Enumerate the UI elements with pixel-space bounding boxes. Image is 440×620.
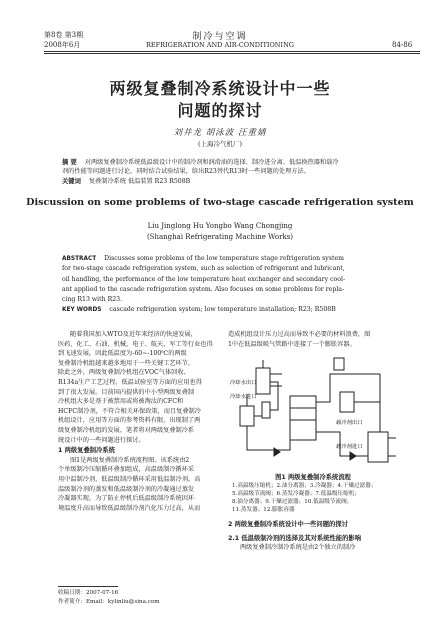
section-2-1-heading: 2.1 低温级制冷剂的选择及其对系统性能的影响 xyxy=(228,534,361,542)
title-line-1: 两级复叠制冷系统设计中一些 xyxy=(109,79,331,98)
body-line: 境温度升高而导致低温级制冷剂汽化压力过高，从而 xyxy=(58,504,201,512)
header-rule xyxy=(44,51,420,52)
figure-label-cooling-water-out: 冷却水出口 xyxy=(230,380,257,386)
section-1-heading: 1 两级复叠制冷系统 xyxy=(58,447,115,455)
authors-en: Liu Jinglong Hu Yongbo Wang Chongjing xyxy=(147,222,293,230)
abstract-cn-line: 剂的性能等问题进行讨论，同时结合试验结果，给出R23替代R13时一些问题的处理方法。 xyxy=(62,168,310,176)
body-line: 两级复叠制冷制冷系统是由2个独立的制冷 xyxy=(240,544,356,552)
body-line: 随着我国加入WTO及近年来经济的快速发展， xyxy=(70,331,197,338)
received-date: 收稿日期：2007-07-16 xyxy=(58,590,119,596)
high-stage-compressor xyxy=(240,406,254,426)
authors-cn: 刘井龙 胡泳波 汪重婧 xyxy=(173,128,267,138)
abstract-cn-label: 摘 要 xyxy=(62,159,77,166)
abstract-en-line: cing R13 with R23. xyxy=(62,296,123,304)
evaporator xyxy=(368,432,388,462)
figure-legend xyxy=(232,482,398,514)
body-line: 1中在低温级吸气管路中连接了一个膨胀容器。 xyxy=(228,340,356,348)
legend-line: 11.蒸发器；12.膨胀容器 xyxy=(232,507,295,513)
author-email: 作者简介：Email：kylinliu@sina.com xyxy=(58,599,160,605)
body-line: HCFC制冷剂，不符合相关环保政策，而且复叠制冷 xyxy=(58,407,201,415)
body-line: 复叠制冷机组越来越多地用于一些关键工艺环节， xyxy=(58,359,195,367)
keywords-en-label: KEY WORDS xyxy=(62,307,102,314)
legend-line: 5.高温级节流阀；6.蒸发冷凝器；7.低温级压缩机； xyxy=(232,491,360,497)
body-line: 温级制冷剂的蒸发和低温级制冷剂的冷凝通过蒸发 xyxy=(58,485,195,493)
oil-separator xyxy=(262,402,270,418)
keywords-cn: 复叠制冷系统 低温装置 R23 R508B xyxy=(88,177,191,185)
abstract-en-label: ABSTRACT xyxy=(62,256,97,262)
abstract-en-line: ant applied to the cascade refrigeration system. Also focuses on some problems for repla- xyxy=(62,285,345,293)
figure-caption: 图1 两级复叠制冷系统流程 xyxy=(275,474,351,481)
figure-label-coolant-in: 载冷剂进口 xyxy=(336,444,363,450)
body-line: 统设计中的一些问题进行探讨。 xyxy=(58,436,145,444)
body-line: 机组设计，应用等方面的参考资料有限，出现制了两 xyxy=(58,417,201,425)
affiliation-cn: (上海冷气机厂) xyxy=(197,140,243,148)
journal-name-en: REFRIGERATION AND AIR-CONDITIONING xyxy=(146,41,294,49)
header-rule-2 xyxy=(44,53,420,54)
evaporative-condenser xyxy=(290,396,316,440)
abstract-en-line: oil handling, the performance of the low temperature heat exchanger and secondary cool- xyxy=(62,275,346,283)
body-line: 用中温制冷剂，低温级制冷循环采用低温制冷剂。高 xyxy=(58,475,201,483)
keywords-cn-label: 关键词 xyxy=(62,177,81,185)
section-2-heading: 2 两级复叠制冷系统设计中一些问题的探讨 xyxy=(228,521,348,528)
affiliation-en: (Shanghai Refrigerating Machine Works) xyxy=(146,233,294,241)
section-2 xyxy=(228,520,398,553)
footnote-rule xyxy=(58,586,118,587)
abstract-cn xyxy=(62,158,382,186)
issue-line: 第8卷 第3期 xyxy=(44,31,84,39)
figure-label-coolant-out: 载冷剂出口 xyxy=(336,420,363,426)
body-line: 个单级制冷压缩循环叠加组成，高温级制冷循环采 xyxy=(58,466,195,474)
system-flow-diagram xyxy=(230,352,398,470)
body-line: 图1是两级复叠制冷系统流程图。该系统由2 xyxy=(70,456,190,464)
keywords-en: cascade refrigeration system; low temperature installation; R23; R508B xyxy=(109,306,336,314)
body-line: 冷机组大多是基于被禁用或将被淘汰的CFC和 xyxy=(58,398,184,406)
body-line: 除此之外，两级复叠制冷机组在VOC气体回收、 xyxy=(58,369,190,377)
intro-text xyxy=(58,330,220,513)
date-line: 2008年6月 xyxy=(44,41,81,49)
abstract-en-line: Discusses some problems of the low temperature stage refrigeration system xyxy=(104,255,344,262)
legend-line: 8.油分离器；9.干燥过滤器；10.低温级节流阀； xyxy=(232,499,353,505)
body-line: 医药、化工、石油、机械、电子、航天、军工等行业也得 xyxy=(58,340,213,348)
page-range: 84-86 xyxy=(392,41,413,49)
title-line-2: 问题的探讨 xyxy=(177,101,263,120)
title-en: Discussion on some problems of two-stage cascade refrigeration system xyxy=(26,197,414,208)
legend-line: 1.高温级压缩机；2.油分离器；3.冷凝器；4.干燥过滤器； xyxy=(232,483,377,489)
body-line: 造成机组设计压力过高而导致不必要的材料浪费，图 xyxy=(228,331,371,338)
body-line: R134a生产工艺过程、低温试验室等方面的应用也得 xyxy=(58,378,202,386)
abstract-en-line: for two-stage cascade refrigeration system, such as selection of refrigerant and lubricant, xyxy=(62,265,345,273)
abstract-en xyxy=(62,254,384,316)
low-stage-compressor xyxy=(340,392,354,412)
condenser xyxy=(256,368,270,394)
expansion-vessel xyxy=(334,358,344,370)
journal-name-cn: 制冷与空调 xyxy=(192,32,248,42)
body-line: 到飞速发展，因此低温度为-60~-100℃的两级 xyxy=(58,350,187,358)
body-line: 冷凝器实现。为了防止停机后低温级制冷系统因环 xyxy=(58,495,195,503)
body-line: 到了很大发展。目前国内提供的中小型两级复叠制 xyxy=(58,388,195,396)
figure-label-cooling-water-in: 冷却水进口 xyxy=(230,394,257,400)
abstract-cn-line: 对两级复叠制冷系统低温级设计中的制冷剂和润滑油的选择、制冷进分离、低温换热器和载冷 xyxy=(84,159,339,166)
right-col-text xyxy=(228,330,398,349)
body-line: 级复叠制冷机组的发展。笔者将对两级复叠制冷系 xyxy=(58,426,195,434)
